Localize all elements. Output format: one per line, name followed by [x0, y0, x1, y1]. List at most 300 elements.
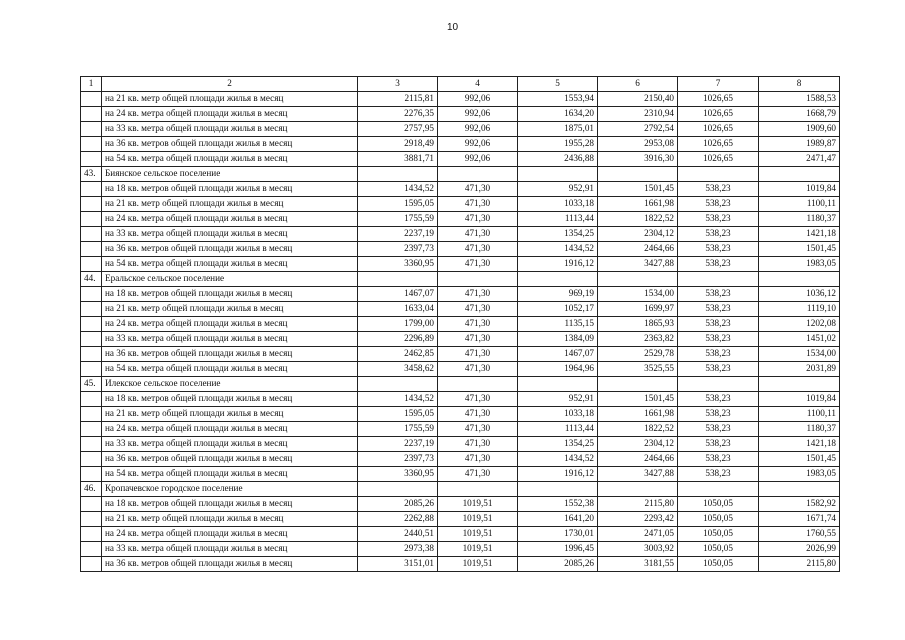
- value-cell: 992,06: [438, 152, 518, 167]
- value-cell: 1052,17: [518, 302, 598, 317]
- value-cell: 1552,38: [518, 497, 598, 512]
- table-row: [81, 122, 840, 137]
- column-header: 7: [678, 77, 759, 92]
- value-cell: 2464,66: [598, 242, 678, 257]
- table-row: [81, 152, 840, 167]
- empty-cell: [438, 167, 518, 182]
- row-number-cell: [81, 212, 102, 227]
- table-row: [81, 347, 840, 362]
- row-description: на 36 кв. метров общей площади жилья в месяц: [102, 347, 358, 362]
- row-number-cell: [81, 197, 102, 212]
- value-cell: 471,30: [438, 287, 518, 302]
- value-cell: 1501,45: [759, 452, 840, 467]
- row-number-cell: [81, 557, 102, 572]
- row-number-cell: [81, 287, 102, 302]
- value-cell: 471,30: [438, 347, 518, 362]
- value-cell: 1434,52: [518, 242, 598, 257]
- value-cell: 1989,87: [759, 137, 840, 152]
- row-number-cell: [81, 527, 102, 542]
- row-number-cell: [81, 467, 102, 482]
- page-number: 10: [446, 22, 459, 33]
- empty-cell: [358, 377, 438, 392]
- section-row: [81, 272, 840, 287]
- row-number-cell: [81, 137, 102, 152]
- row-description: на 21 кв. метр общей площади жилья в месяц: [102, 302, 358, 317]
- value-cell: 2462,85: [358, 347, 438, 362]
- value-cell: 1050,05: [678, 497, 759, 512]
- value-cell: 1019,51: [438, 512, 518, 527]
- value-cell: 1755,59: [358, 422, 438, 437]
- table-row: [81, 287, 840, 302]
- row-description: на 36 кв. метров общей площади жилья в месяц: [102, 557, 358, 572]
- value-cell: 1588,53: [759, 92, 840, 107]
- row-description: на 21 кв. метр общей площади жилья в месяц: [102, 92, 358, 107]
- value-cell: 1050,05: [678, 557, 759, 572]
- value-cell: 1019,51: [438, 557, 518, 572]
- row-description: на 54 кв. метра общей площади жилья в месяц: [102, 362, 358, 377]
- section-name: Биянское сельское поселение: [102, 167, 358, 182]
- value-cell: 1534,00: [598, 287, 678, 302]
- table-row: [81, 392, 840, 407]
- value-cell: 2296,89: [358, 332, 438, 347]
- value-cell: 538,23: [678, 392, 759, 407]
- empty-cell: [518, 167, 598, 182]
- empty-cell: [518, 272, 598, 287]
- value-cell: 1113,44: [518, 212, 598, 227]
- value-cell: 3525,55: [598, 362, 678, 377]
- table-row: [81, 317, 840, 332]
- value-cell: 471,30: [438, 332, 518, 347]
- value-cell: 538,23: [678, 257, 759, 272]
- value-cell: 538,23: [678, 227, 759, 242]
- value-cell: 1354,25: [518, 227, 598, 242]
- value-cell: 3003,92: [598, 542, 678, 557]
- value-cell: 992,06: [438, 122, 518, 137]
- value-cell: 1026,65: [678, 137, 759, 152]
- value-cell: 1434,52: [358, 392, 438, 407]
- row-number-cell: [81, 317, 102, 332]
- row-description: на 36 кв. метров общей площади жилья в месяц: [102, 137, 358, 152]
- value-cell: 1582,92: [759, 497, 840, 512]
- row-description: на 54 кв. метра общей площади жилья в месяц: [102, 152, 358, 167]
- row-number-cell: [81, 362, 102, 377]
- value-cell: 2031,89: [759, 362, 840, 377]
- value-cell: 538,23: [678, 437, 759, 452]
- value-cell: 471,30: [438, 407, 518, 422]
- value-cell: 2792,54: [598, 122, 678, 137]
- value-cell: 2150,40: [598, 92, 678, 107]
- value-cell: 1730,01: [518, 527, 598, 542]
- value-cell: 952,91: [518, 392, 598, 407]
- empty-cell: [678, 167, 759, 182]
- table-row: [81, 257, 840, 272]
- table-row: [81, 467, 840, 482]
- empty-cell: [438, 482, 518, 497]
- empty-cell: [358, 272, 438, 287]
- value-cell: 992,06: [438, 137, 518, 152]
- value-cell: 2529,78: [598, 347, 678, 362]
- row-number-cell: [81, 422, 102, 437]
- value-cell: 471,30: [438, 302, 518, 317]
- empty-cell: [759, 167, 840, 182]
- empty-cell: [678, 272, 759, 287]
- value-cell: 1755,59: [358, 212, 438, 227]
- column-header: 1: [81, 77, 102, 92]
- value-cell: 2471,47: [759, 152, 840, 167]
- value-cell: 2026,99: [759, 542, 840, 557]
- value-cell: 1633,04: [358, 302, 438, 317]
- value-cell: 1467,07: [358, 287, 438, 302]
- row-number-cell: [81, 107, 102, 122]
- row-number-cell: [81, 182, 102, 197]
- value-cell: 1699,97: [598, 302, 678, 317]
- value-cell: 1983,05: [759, 257, 840, 272]
- row-number-cell: [81, 512, 102, 527]
- table-body: [81, 77, 840, 572]
- value-cell: 471,30: [438, 452, 518, 467]
- empty-cell: [759, 482, 840, 497]
- value-cell: 1026,65: [678, 122, 759, 137]
- value-cell: 1119,10: [759, 302, 840, 317]
- row-number-cell: [81, 152, 102, 167]
- value-cell: 1822,52: [598, 422, 678, 437]
- section-name: Илекское сельское поселение: [102, 377, 358, 392]
- value-cell: 1875,01: [518, 122, 598, 137]
- value-cell: 2115,80: [759, 557, 840, 572]
- row-description: на 18 кв. метров общей площади жилья в месяц: [102, 287, 358, 302]
- value-cell: 1434,52: [358, 182, 438, 197]
- section-row: [81, 482, 840, 497]
- table-row: [81, 197, 840, 212]
- column-header: 8: [759, 77, 840, 92]
- section-number: 44.: [81, 272, 102, 287]
- value-cell: 2436,88: [518, 152, 598, 167]
- row-description: на 33 кв. метра общей площади жилья в месяц: [102, 332, 358, 347]
- value-cell: 471,30: [438, 242, 518, 257]
- value-cell: 1595,05: [358, 197, 438, 212]
- value-cell: 2397,73: [358, 242, 438, 257]
- row-description: на 18 кв. метров общей площади жилья в месяц: [102, 392, 358, 407]
- value-cell: 1026,65: [678, 107, 759, 122]
- value-cell: 2464,66: [598, 452, 678, 467]
- value-cell: 1661,98: [598, 407, 678, 422]
- value-cell: 1553,94: [518, 92, 598, 107]
- value-cell: 471,30: [438, 422, 518, 437]
- value-cell: 471,30: [438, 257, 518, 272]
- value-cell: 2304,12: [598, 227, 678, 242]
- column-header: 3: [358, 77, 438, 92]
- table-row: [81, 512, 840, 527]
- value-cell: 1202,08: [759, 317, 840, 332]
- section-number: 45.: [81, 377, 102, 392]
- empty-cell: [598, 167, 678, 182]
- value-cell: 2237,19: [358, 437, 438, 452]
- value-cell: 1180,37: [759, 212, 840, 227]
- value-cell: 969,19: [518, 287, 598, 302]
- row-number-cell: [81, 542, 102, 557]
- value-cell: 1421,18: [759, 437, 840, 452]
- value-cell: 471,30: [438, 467, 518, 482]
- row-description: на 33 кв. метра общей площади жилья в месяц: [102, 227, 358, 242]
- table-header-row: [81, 77, 840, 92]
- value-cell: 2115,80: [598, 497, 678, 512]
- column-header: 4: [438, 77, 518, 92]
- row-description: на 18 кв. метров общей площади жилья в месяц: [102, 497, 358, 512]
- empty-cell: [598, 482, 678, 497]
- row-description: на 24 кв. метра общей площади жилья в месяц: [102, 527, 358, 542]
- value-cell: 1026,65: [678, 152, 759, 167]
- value-cell: 1050,05: [678, 512, 759, 527]
- table-row: [81, 362, 840, 377]
- value-cell: 538,23: [678, 287, 759, 302]
- value-cell: 2363,82: [598, 332, 678, 347]
- value-cell: 1668,79: [759, 107, 840, 122]
- value-cell: 471,30: [438, 317, 518, 332]
- row-number-cell: [81, 437, 102, 452]
- row-description: на 36 кв. метров общей площади жилья в месяц: [102, 452, 358, 467]
- row-description: на 33 кв. метра общей площади жилья в месяц: [102, 437, 358, 452]
- value-cell: 471,30: [438, 227, 518, 242]
- row-number-cell: [81, 92, 102, 107]
- value-cell: 538,23: [678, 182, 759, 197]
- value-cell: 1501,45: [598, 182, 678, 197]
- empty-cell: [678, 377, 759, 392]
- value-cell: 1451,02: [759, 332, 840, 347]
- row-number-cell: [81, 302, 102, 317]
- value-cell: 1026,65: [678, 92, 759, 107]
- table-row: [81, 107, 840, 122]
- value-cell: 1019,51: [438, 497, 518, 512]
- row-description: на 24 кв. метра общей площади жилья в месяц: [102, 317, 358, 332]
- row-description: на 33 кв. метра общей площади жилья в месяц: [102, 122, 358, 137]
- row-description: на 21 кв. метр общей площади жилья в месяц: [102, 407, 358, 422]
- value-cell: 471,30: [438, 362, 518, 377]
- value-cell: 1354,25: [518, 437, 598, 452]
- empty-cell: [598, 272, 678, 287]
- value-cell: 2276,35: [358, 107, 438, 122]
- empty-cell: [759, 377, 840, 392]
- empty-cell: [438, 272, 518, 287]
- value-cell: 1501,45: [598, 392, 678, 407]
- value-cell: 1019,51: [438, 527, 518, 542]
- value-cell: 1641,20: [518, 512, 598, 527]
- value-cell: 1100,11: [759, 197, 840, 212]
- row-description: на 33 кв. метра общей площади жилья в месяц: [102, 542, 358, 557]
- value-cell: 1909,60: [759, 122, 840, 137]
- value-cell: 1501,45: [759, 242, 840, 257]
- row-number-cell: [81, 257, 102, 272]
- value-cell: 1983,05: [759, 467, 840, 482]
- value-cell: 2918,49: [358, 137, 438, 152]
- value-cell: 1671,74: [759, 512, 840, 527]
- row-number-cell: [81, 392, 102, 407]
- value-cell: 1135,15: [518, 317, 598, 332]
- section-name: Еральское сельское поселение: [102, 272, 358, 287]
- empty-cell: [358, 167, 438, 182]
- value-cell: 992,06: [438, 107, 518, 122]
- row-description: на 36 кв. метров общей площади жилья в месяц: [102, 242, 358, 257]
- value-cell: 538,23: [678, 242, 759, 257]
- value-cell: 1467,07: [518, 347, 598, 362]
- table-row: [81, 497, 840, 512]
- value-cell: 1019,84: [759, 182, 840, 197]
- value-cell: 538,23: [678, 467, 759, 482]
- value-cell: 538,23: [678, 347, 759, 362]
- row-number-cell: [81, 407, 102, 422]
- table-row: [81, 332, 840, 347]
- value-cell: 3360,95: [358, 467, 438, 482]
- value-cell: 2115,81: [358, 92, 438, 107]
- row-description: на 24 кв. метра общей площади жилья в месяц: [102, 422, 358, 437]
- value-cell: 1384,09: [518, 332, 598, 347]
- value-cell: 1050,05: [678, 527, 759, 542]
- empty-cell: [358, 482, 438, 497]
- table-row: [81, 227, 840, 242]
- table-row: [81, 302, 840, 317]
- table-row: [81, 542, 840, 557]
- value-cell: 3427,88: [598, 257, 678, 272]
- column-header: 5: [518, 77, 598, 92]
- value-cell: 2237,19: [358, 227, 438, 242]
- empty-cell: [598, 377, 678, 392]
- row-number-cell: [81, 227, 102, 242]
- value-cell: 2293,42: [598, 512, 678, 527]
- value-cell: 2310,94: [598, 107, 678, 122]
- value-cell: 3881,71: [358, 152, 438, 167]
- value-cell: 1996,45: [518, 542, 598, 557]
- empty-cell: [518, 482, 598, 497]
- value-cell: 1916,12: [518, 467, 598, 482]
- value-cell: 1019,84: [759, 392, 840, 407]
- value-cell: 1634,20: [518, 107, 598, 122]
- value-cell: 1822,52: [598, 212, 678, 227]
- value-cell: 1033,18: [518, 197, 598, 212]
- section-number: 46.: [81, 482, 102, 497]
- value-cell: 952,91: [518, 182, 598, 197]
- table-row: [81, 557, 840, 572]
- value-cell: 1033,18: [518, 407, 598, 422]
- table-row: [81, 137, 840, 152]
- row-description: на 18 кв. метров общей площади жилья в месяц: [102, 182, 358, 197]
- empty-cell: [518, 377, 598, 392]
- value-cell: 538,23: [678, 332, 759, 347]
- table-row: [81, 452, 840, 467]
- value-cell: 2973,38: [358, 542, 438, 557]
- value-cell: 3458,62: [358, 362, 438, 377]
- value-cell: 1100,11: [759, 407, 840, 422]
- value-cell: 992,06: [438, 92, 518, 107]
- empty-cell: [678, 482, 759, 497]
- tariff-table: [80, 76, 840, 572]
- value-cell: 471,30: [438, 197, 518, 212]
- row-number-cell: [81, 242, 102, 257]
- value-cell: 2304,12: [598, 437, 678, 452]
- value-cell: 1916,12: [518, 257, 598, 272]
- value-cell: 1595,05: [358, 407, 438, 422]
- value-cell: 538,23: [678, 407, 759, 422]
- value-cell: 3360,95: [358, 257, 438, 272]
- table-row: [81, 422, 840, 437]
- value-cell: 1799,00: [358, 317, 438, 332]
- row-number-cell: [81, 347, 102, 362]
- table-row: [81, 407, 840, 422]
- value-cell: 1113,44: [518, 422, 598, 437]
- value-cell: 471,30: [438, 212, 518, 227]
- row-description: на 24 кв. метра общей площади жилья в месяц: [102, 212, 358, 227]
- value-cell: 1964,96: [518, 362, 598, 377]
- row-description: на 24 кв. метра общей площади жилья в месяц: [102, 107, 358, 122]
- value-cell: 1955,28: [518, 137, 598, 152]
- value-cell: 471,30: [438, 182, 518, 197]
- section-row: [81, 377, 840, 392]
- table-row: [81, 92, 840, 107]
- value-cell: 3151,01: [358, 557, 438, 572]
- section-number: 43.: [81, 167, 102, 182]
- section-name: Кропачевское городское поселение: [102, 482, 358, 497]
- row-number-cell: [81, 452, 102, 467]
- table-row: [81, 527, 840, 542]
- value-cell: 538,23: [678, 452, 759, 467]
- row-description: на 54 кв. метра общей площади жилья в месяц: [102, 467, 358, 482]
- row-number-cell: [81, 497, 102, 512]
- value-cell: 1865,93: [598, 317, 678, 332]
- row-description: на 21 кв. метр общей площади жилья в месяц: [102, 197, 358, 212]
- table-row: [81, 182, 840, 197]
- row-description: на 54 кв. метра общей площади жилья в месяц: [102, 257, 358, 272]
- table-row: [81, 242, 840, 257]
- value-cell: 3916,30: [598, 152, 678, 167]
- value-cell: 538,23: [678, 302, 759, 317]
- value-cell: 2440,51: [358, 527, 438, 542]
- value-cell: 2262,88: [358, 512, 438, 527]
- value-cell: 538,23: [678, 362, 759, 377]
- value-cell: 1050,05: [678, 542, 759, 557]
- row-number-cell: [81, 122, 102, 137]
- table-row: [81, 212, 840, 227]
- value-cell: 2757,95: [358, 122, 438, 137]
- value-cell: 1760,55: [759, 527, 840, 542]
- value-cell: 1661,98: [598, 197, 678, 212]
- empty-cell: [759, 272, 840, 287]
- row-number-cell: [81, 332, 102, 347]
- value-cell: 1434,52: [518, 452, 598, 467]
- value-cell: 2953,08: [598, 137, 678, 152]
- value-cell: 471,30: [438, 392, 518, 407]
- value-cell: 2085,26: [358, 497, 438, 512]
- value-cell: 538,23: [678, 197, 759, 212]
- value-cell: 2471,05: [598, 527, 678, 542]
- column-header: 6: [598, 77, 678, 92]
- value-cell: 2085,26: [518, 557, 598, 572]
- value-cell: 538,23: [678, 422, 759, 437]
- row-description: на 21 кв. метр общей площади жилья в месяц: [102, 512, 358, 527]
- value-cell: 3427,88: [598, 467, 678, 482]
- value-cell: 538,23: [678, 212, 759, 227]
- table-row: [81, 437, 840, 452]
- value-cell: 1036,12: [759, 287, 840, 302]
- value-cell: 3181,55: [598, 557, 678, 572]
- value-cell: 1421,18: [759, 227, 840, 242]
- value-cell: 538,23: [678, 317, 759, 332]
- value-cell: 1019,51: [438, 542, 518, 557]
- column-header: 2: [102, 77, 358, 92]
- value-cell: 1534,00: [759, 347, 840, 362]
- value-cell: 471,30: [438, 437, 518, 452]
- value-cell: 1180,37: [759, 422, 840, 437]
- section-row: [81, 167, 840, 182]
- empty-cell: [438, 377, 518, 392]
- value-cell: 2397,73: [358, 452, 438, 467]
